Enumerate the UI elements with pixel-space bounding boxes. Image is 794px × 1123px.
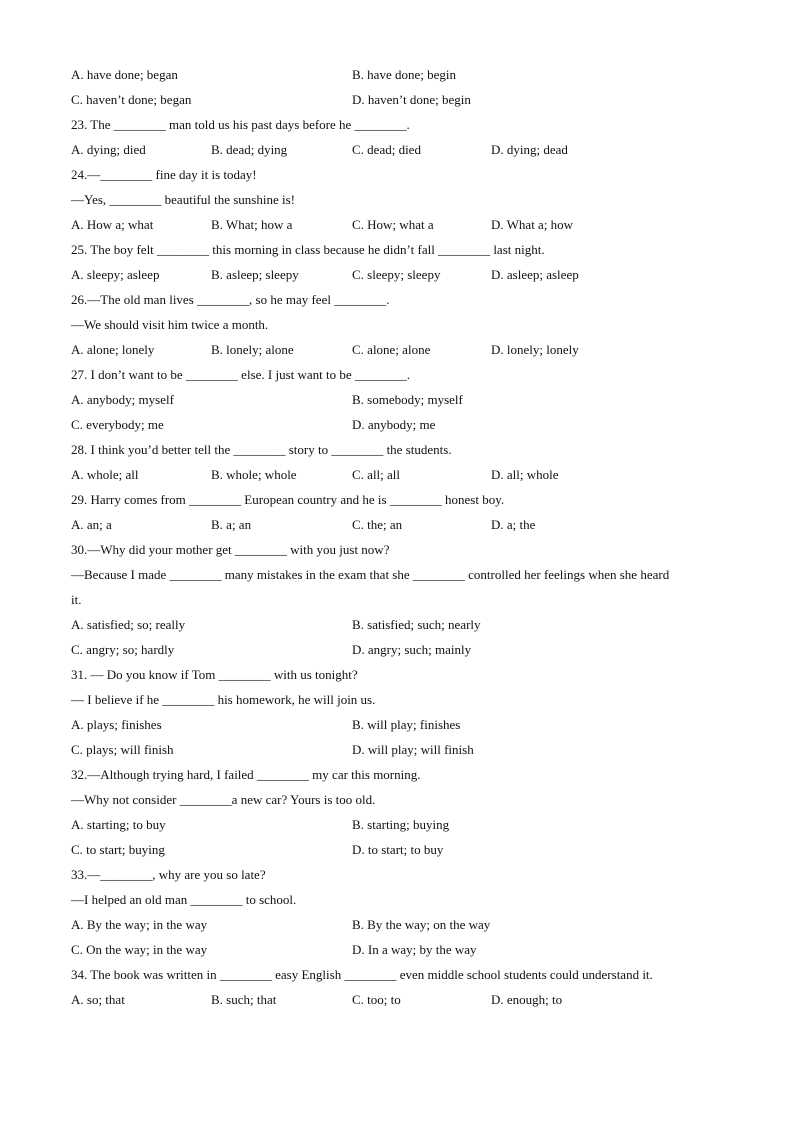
question-text-line: —Yes, ________ beautiful the sunshine is! bbox=[71, 192, 296, 207]
question-text-line: 23. The ________ man told us his past days before he ________. bbox=[71, 117, 410, 132]
answer-option: C. alone; alone bbox=[352, 342, 431, 357]
answer-options-row bbox=[71, 987, 721, 1012]
question-text-line: 32.—Although trying hard, I failed ________ my car this morning. bbox=[71, 767, 421, 782]
answer-option: B. such; that bbox=[211, 992, 277, 1007]
answer-option: B. starting; buying bbox=[352, 817, 450, 832]
answer-option: A. plays; finishes bbox=[71, 717, 162, 732]
question-text-line: 31. — Do you know if Tom ________ with us tonight? bbox=[71, 667, 358, 682]
answer-option: D. What a; how bbox=[491, 217, 574, 232]
answer-option: B. satisfied; such; nearly bbox=[352, 617, 481, 632]
answer-option: B. a; an bbox=[211, 517, 252, 532]
answer-options-row bbox=[71, 262, 721, 287]
answer-options-row bbox=[71, 937, 721, 962]
answer-option: D. dying; dead bbox=[491, 142, 568, 157]
answer-option: C. plays; will finish bbox=[71, 742, 174, 757]
answer-option: A. so; that bbox=[71, 992, 125, 1007]
question-text-line: —We should visit him twice a month. bbox=[71, 317, 269, 332]
answer-option: D. to start; to buy bbox=[352, 842, 444, 857]
answer-option: D. lonely; lonely bbox=[491, 342, 579, 357]
answer-option: B. lonely; alone bbox=[211, 342, 294, 357]
question-text-line: 30.—Why did your mother get ________ with you just now? bbox=[71, 542, 390, 557]
question-text-line: 33.—________, why are you so late? bbox=[71, 867, 266, 882]
answer-option: C. to start; buying bbox=[71, 842, 165, 857]
answer-option: D. a; the bbox=[491, 517, 536, 532]
answer-options-row bbox=[71, 387, 721, 412]
question-text-line: — I believe if he ________ his homework, he will join us. bbox=[71, 692, 376, 707]
answer-options-row bbox=[71, 612, 721, 637]
answer-option: D. asleep; asleep bbox=[491, 267, 579, 282]
answer-option: D. haven’t done; begin bbox=[352, 92, 471, 107]
answer-option: B. whole; whole bbox=[211, 467, 297, 482]
answer-options-row bbox=[71, 912, 721, 937]
answer-options-row bbox=[71, 712, 721, 737]
answer-option: A. sleepy; asleep bbox=[71, 267, 160, 282]
answer-options-row bbox=[71, 62, 721, 87]
question-text-line: 25. The boy felt ________ this morning in class because he didn’t fall ________ last night. bbox=[71, 242, 545, 257]
answer-option: C. On the way; in the way bbox=[71, 942, 208, 957]
answer-option: A. How a; what bbox=[71, 217, 154, 232]
question-text-line: —Because I made ________ many mistakes in the exam that she ________ controlled her feelings when she heard bbox=[71, 567, 670, 582]
answer-option: D. will play; will finish bbox=[352, 742, 474, 757]
answer-option: A. starting; to buy bbox=[71, 817, 166, 832]
answer-option: C. haven’t done; began bbox=[71, 92, 192, 107]
question-text-line: —Why not consider ________a new car? Yours is too old. bbox=[71, 792, 376, 807]
question-text-line: 24.—________ fine day it is today! bbox=[71, 167, 257, 182]
answer-option: B. somebody; myself bbox=[352, 392, 463, 407]
answer-option: B. have done; begin bbox=[352, 67, 456, 82]
question-text-line: 26.—The old man lives ________, so he may feel ________. bbox=[71, 292, 390, 307]
answer-option: C. all; all bbox=[352, 467, 401, 482]
answer-option: A. dying; died bbox=[71, 142, 146, 157]
answer-option: A. whole; all bbox=[71, 467, 139, 482]
answer-options-row bbox=[71, 737, 721, 762]
answer-option: C. the; an bbox=[352, 517, 403, 532]
answer-options-row bbox=[71, 87, 721, 112]
answer-option: C. everybody; me bbox=[71, 417, 164, 432]
answer-options-row bbox=[71, 512, 721, 537]
answer-option: B. By the way; on the way bbox=[352, 917, 491, 932]
answer-option: A. have done; began bbox=[71, 67, 178, 82]
answer-option: B. What; how a bbox=[211, 217, 293, 232]
answer-option: D. angry; such; mainly bbox=[352, 642, 472, 657]
answer-option: D. In a way; by the way bbox=[352, 942, 477, 957]
answer-option: D. all; whole bbox=[491, 467, 559, 482]
answer-options-row bbox=[71, 462, 721, 487]
answer-option: C. sleepy; sleepy bbox=[352, 267, 441, 282]
answer-option: A. By the way; in the way bbox=[71, 917, 208, 932]
answer-option: C. angry; so; hardly bbox=[71, 642, 175, 657]
answer-option: A. satisfied; so; really bbox=[71, 617, 186, 632]
question-text-line: —I helped an old man ________ to school. bbox=[71, 892, 297, 907]
answer-option: C. too; to bbox=[352, 992, 401, 1007]
answer-option: B. dead; dying bbox=[211, 142, 288, 157]
answer-option: B. asleep; sleepy bbox=[211, 267, 299, 282]
answer-options-row bbox=[71, 137, 721, 162]
answer-option: A. anybody; myself bbox=[71, 392, 174, 407]
question-text-line: 29. Harry comes from ________ European country and he is ________ honest boy. bbox=[71, 492, 505, 507]
worksheet-page bbox=[71, 62, 721, 1012]
answer-options-row bbox=[71, 337, 721, 362]
question-text-line: 28. I think you’d better tell the ________ story to ________ the students. bbox=[71, 442, 452, 457]
answer-options-row bbox=[71, 837, 721, 862]
answer-options-row bbox=[71, 812, 721, 837]
question-text-line: 27. I don’t want to be ________ else. I just want to be ________. bbox=[71, 367, 411, 382]
answer-option: A. alone; lonely bbox=[71, 342, 155, 357]
answer-option: C. dead; died bbox=[352, 142, 421, 157]
answer-options-row bbox=[71, 412, 721, 437]
answer-option: B. will play; finishes bbox=[352, 717, 461, 732]
answer-option: D. anybody; me bbox=[352, 417, 436, 432]
answer-option: D. enough; to bbox=[491, 992, 563, 1007]
answer-option: A. an; a bbox=[71, 517, 112, 532]
answer-options-row bbox=[71, 637, 721, 662]
answer-options-row bbox=[71, 212, 721, 237]
answer-option: C. How; what a bbox=[352, 217, 434, 232]
question-text-line: 34. The book was written in ________ easy English ________ even middle school students could understand it. bbox=[71, 967, 653, 982]
question-text-line: it. bbox=[71, 592, 82, 607]
